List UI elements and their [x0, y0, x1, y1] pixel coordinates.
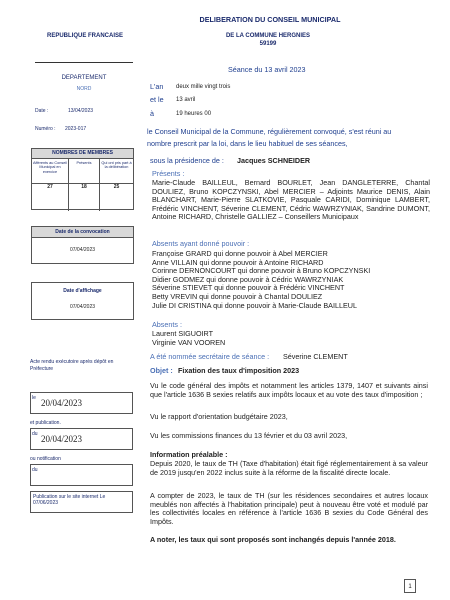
list-item: Anne VILLAIN qui donne pouvoir à Antoine RICHARD — [152, 257, 324, 267]
paragraph-commissions: Vu les commissions finances du 13 février et du 03 avril 2023, — [150, 431, 348, 440]
members-title: NOMBRES DE MEMBRES — [32, 149, 133, 159]
list-item: Virginie VAN VOOREN — [152, 337, 226, 347]
departement-value: NORD — [76, 86, 92, 92]
publication-site-text: Publication sur le site internet Le 07/06/2023 — [33, 494, 106, 506]
objet-label: Objet : — [150, 366, 173, 375]
divider — [35, 62, 133, 63]
postcode: 59199 — [259, 41, 277, 47]
le-label: le — [32, 395, 36, 401]
absents-list — [152, 330, 225, 347]
etle-label: et le — [150, 95, 164, 104]
lan-value: deux mille vingt trois — [176, 84, 231, 90]
value-presents: 18 — [69, 184, 100, 211]
objet-text: Fixation des taux d'imposition 2023 — [178, 366, 300, 375]
presidence-label: sous la présidence de : — [150, 156, 224, 165]
col-presents: Présents — [69, 159, 100, 183]
a-label: à — [150, 109, 154, 118]
acte-text: Acte rendu exécutoire après dépôt en Préfecture — [30, 359, 114, 372]
date-label: Date : — [35, 108, 49, 114]
convocation-date: 07/04/2023 — [69, 247, 96, 253]
republic-label: REPUBLIQUE FRANCAISE — [47, 33, 124, 39]
convocation-title: Date de la convocation — [32, 227, 133, 238]
page-number: 1 — [404, 579, 416, 593]
list-item: Didier GODMEZ qui donne pouvoir à Cédric WAWRZYNIAK — [152, 274, 344, 284]
conseil-text: le Conseil Municipal de la Commune, régulièrement convoqué, s'est réuni au nombre prescrit par la loi, dans le lieu habituel de ses séances, — [147, 127, 392, 148]
value-votants: 25 — [113, 184, 120, 190]
commune-label: DE LA COMMUNE HERGNIES — [225, 33, 311, 39]
value-afferents: 27 — [32, 184, 69, 211]
list-item: Betty VREVIN qui donne pouvoir à Chantal DOULIEZ — [152, 291, 323, 301]
list-item: Julie DI CRISTINA qui donne pouvoir à Marie-Claude BAILLEUL — [152, 300, 357, 310]
affichage-box — [31, 282, 134, 320]
depot-date-box — [30, 392, 133, 414]
document-title: DELIBERATION DU CONSEIL MUNICIPAL — [199, 15, 341, 24]
departement-label: DEPARTEMENT — [61, 75, 107, 81]
numero-label: Numéro : — [35, 126, 56, 132]
notification-date-box — [30, 464, 133, 486]
info-label: Information préalable : — [150, 450, 228, 459]
publication-site-box — [30, 491, 133, 513]
seance-date: Séance du 13 avril 2023 — [228, 65, 306, 74]
paragraph-rob: Vu le rapport d'orientation budgétaire 2023, — [150, 412, 288, 421]
a-value: 19 heures 00 — [176, 111, 212, 117]
list-item: Françoise GRARD qui donne pouvoir à Abel MERCIER — [152, 249, 328, 258]
publication-date-box — [30, 428, 133, 450]
depot-date: 20/04/2023 — [41, 398, 83, 408]
col-votants: Qui ont pris part à la délibération — [101, 161, 132, 170]
secretaire-name: Séverine CLEMENT — [283, 352, 348, 361]
members-table — [31, 148, 134, 210]
paragraph-2023: A compter de 2023, le taux de TH (sur les résidences secondaires et autres locaux meublés non affectés à l'habitation principale) peut à nouveau être voté et modulé par les collectivités locales en référence à l'article 1636 B sexies du Code Général des Impôts. — [150, 491, 428, 526]
president-name: Jacques SCHNEIDER — [237, 156, 311, 165]
col-afferents: Afférents au Conseil Municipal en exercice — [32, 159, 69, 183]
publication-date: 20/04/2023 — [41, 434, 83, 444]
convocation-box — [31, 226, 134, 264]
paragraph-note: A noter, les taux qui sont proposés sont inchangés depuis l'année 2018. — [150, 535, 396, 544]
absents-pouvoir-list — [152, 250, 432, 310]
absents-pouvoir-label: Absents ayant donné pouvoir : — [152, 239, 250, 248]
notification-label: ou notification — [30, 456, 61, 462]
presents-list: Marie-Claude BAILLEUL, Bernard BOURLET, Jean DANGLETERRE, Chantal DOULIEZ, Bruno KOPCZYNSKI, Abel MERCIER – Adjoints Maurice DENIS, Alain BLANCHART, Marie-Pierre SLATKOVIE, Pasquale CARIDI, Dominique LAMBERT, Frédéric VINCHENT, Séverine CLEMENT, Cédric WAWRZYNIAK, Sandrine DUMONT, Antoine RICHARD, Christelle GALLIEZ – Conseillers Municipaux — [152, 178, 430, 222]
list-item: Séverine STIEVET qui donne pouvoir à Frédéric VINCHENT — [152, 283, 345, 293]
publication-label: et publication. — [30, 420, 61, 426]
list-item: Laurent SIGUOIRT — [152, 329, 213, 338]
list-item: Corinne DERNONCOURT qui donne pouvoir à Bruno KOPCZYNSKI — [152, 266, 371, 276]
date-value: 13/04/2023 — [68, 108, 94, 114]
secretaire-label: A été nommée secrétaire de séance : — [150, 352, 270, 361]
notification-du-label: du — [32, 467, 38, 473]
paragraph-th: Depuis 2020, le taux de TH (Taxe d'habitation) était figé réglementairement à sa valeur de 2019 jusqu'en 2022 inclus suite à la réforme de la fiscalité directe locale. — [150, 459, 428, 477]
paragraph-code: Vu le code général des impôts et notamment les articles 1379, 1407 et suivants ainsi que l'article 1636 B sexies relatifs aux impôts locaux et au vote des taux d'imposition ; — [150, 381, 428, 399]
absents-label: Absents : — [152, 320, 182, 329]
du-label: du — [32, 431, 38, 437]
affichage-title: Date d'affichage — [63, 288, 102, 294]
presents-label: Présents : — [152, 169, 185, 178]
etle-value: 13 avril — [176, 97, 196, 103]
affichage-date: 07/04/2023 — [69, 304, 96, 310]
numero-value: 2023-017 — [65, 126, 87, 132]
lan-label: L'an — [150, 82, 164, 91]
